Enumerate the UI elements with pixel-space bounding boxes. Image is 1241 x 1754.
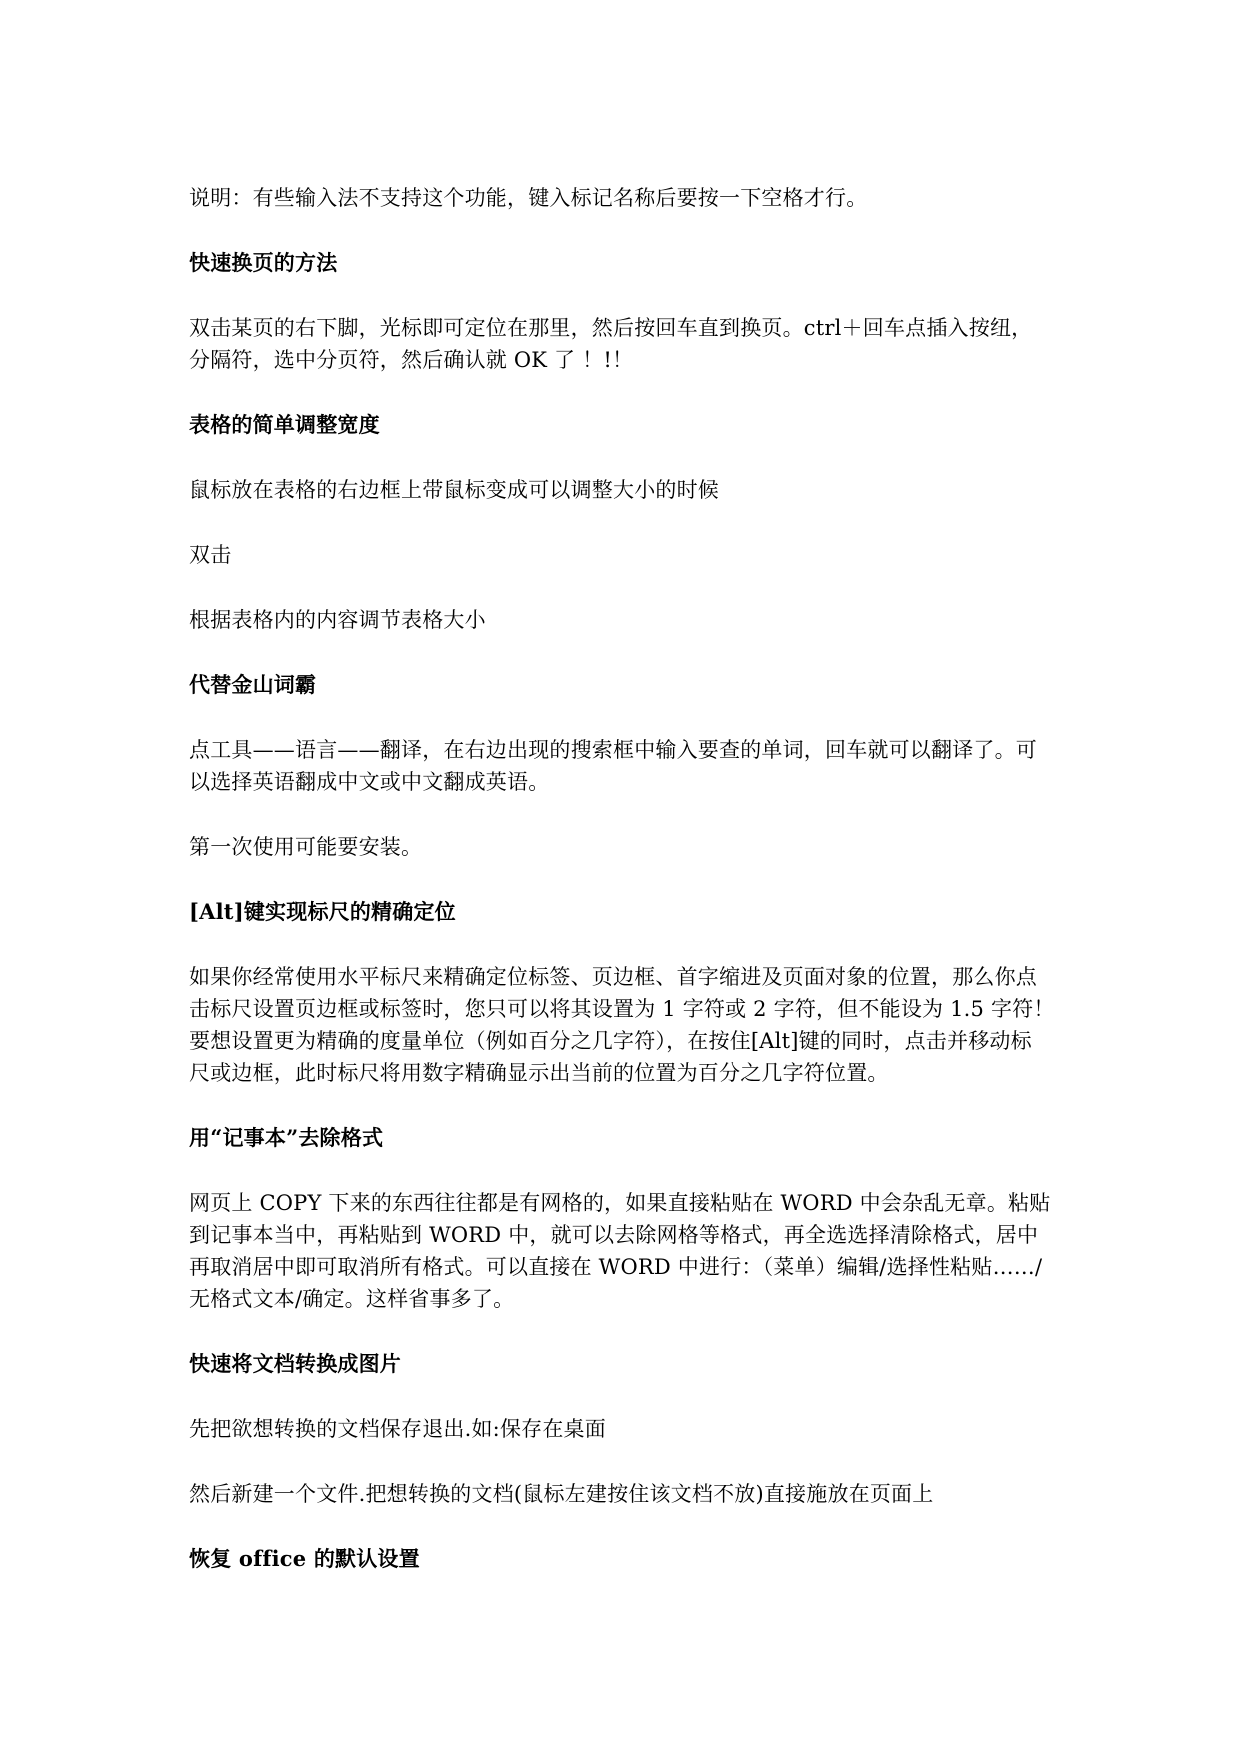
paragraph-line: 分隔符，选中分页符，然后确认就 OK 了 ！!！ <box>189 348 634 372</box>
section-heading: 用“记事本”去除格式 <box>189 1125 384 1150</box>
section-heading: 恢复 office 的默认设置 <box>189 1546 420 1571</box>
section-heading: 快速将文档转换成图片 <box>189 1351 401 1376</box>
paragraph-line: 点工具——语言——翻译，在右边出现的搜索框中输入要查的单词，回车就可以翻译了。可 <box>189 738 1037 762</box>
paragraph-line: 以选择英语翻成中文或中文翻成英语。 <box>189 770 550 794</box>
paragraph-line: 说明：有些输入法不支持这个功能，键入标记名称后要按一下空格才行。 <box>189 186 868 210</box>
paragraph-line: 鼠标放在表格的右边框上带鼠标变成可以调整大小的时候 <box>189 478 719 502</box>
paragraph-line: 双击某页的右下脚，光标即可定位在那里，然后按回车直到换页。ctrl＋回车点插入按纽， <box>189 316 1033 340</box>
paragraph-line: 如果你经常使用水平标尺来精确定位标签、页边框、首字缩进及页面对象的位置，那么你点 <box>189 965 1037 989</box>
paragraph-line: 再取消居中即可取消所有格式。可以直接在 WORD 中进行：（菜单）编辑/选择性粘贴……/ <box>189 1255 1043 1279</box>
paragraph-line: 先把欲想转换的文档保存退出.如:保存在桌面 <box>189 1417 606 1441</box>
paragraph-line: 到记事本当中，再粘贴到 WORD 中，就可以去除网格等格式，再全选选择清除格式，居中 <box>189 1223 1039 1247</box>
paragraph-line: 击标尺设置页边框或标签时，您只可以将其设置为 1 字符或 2 字符，但不能设为 1.5 字符！ <box>189 997 1055 1021</box>
paragraph-line: 根据表格内的内容调节表格大小 <box>189 608 486 632</box>
paragraph-line: 要想设置更为精确的度量单位（例如百分之几字符），在按住[Alt]键的同时，点击并移动标 <box>189 1029 1032 1053</box>
section-heading: 快速换页的方法 <box>189 250 338 275</box>
section-heading: 表格的简单调整宽度 <box>189 412 380 437</box>
section-heading: [Alt]键实现标尺的精确定位 <box>189 899 456 924</box>
paragraph-line: 尺或边框，此时标尺将用数字精确显示出当前的位置为百分之几字符位置。 <box>189 1061 889 1085</box>
paragraph-line: 然后新建一个文件.把想转换的文档(鼠标左建按住该文档不放)直接施放在页面上 <box>189 1482 934 1506</box>
paragraph-line: 双击 <box>189 543 232 567</box>
paragraph-line: 无格式文本/确定。这样省事多了。 <box>189 1287 515 1311</box>
section-heading: 代替金山词霸 <box>189 672 317 697</box>
paragraph-line: 网页上 COPY 下来的东西往往都是有网格的，如果直接粘贴在 WORD 中会杂乱无章。粘贴 <box>189 1191 1051 1215</box>
paragraph-line: 第一次使用可能要安装。 <box>189 835 423 859</box>
